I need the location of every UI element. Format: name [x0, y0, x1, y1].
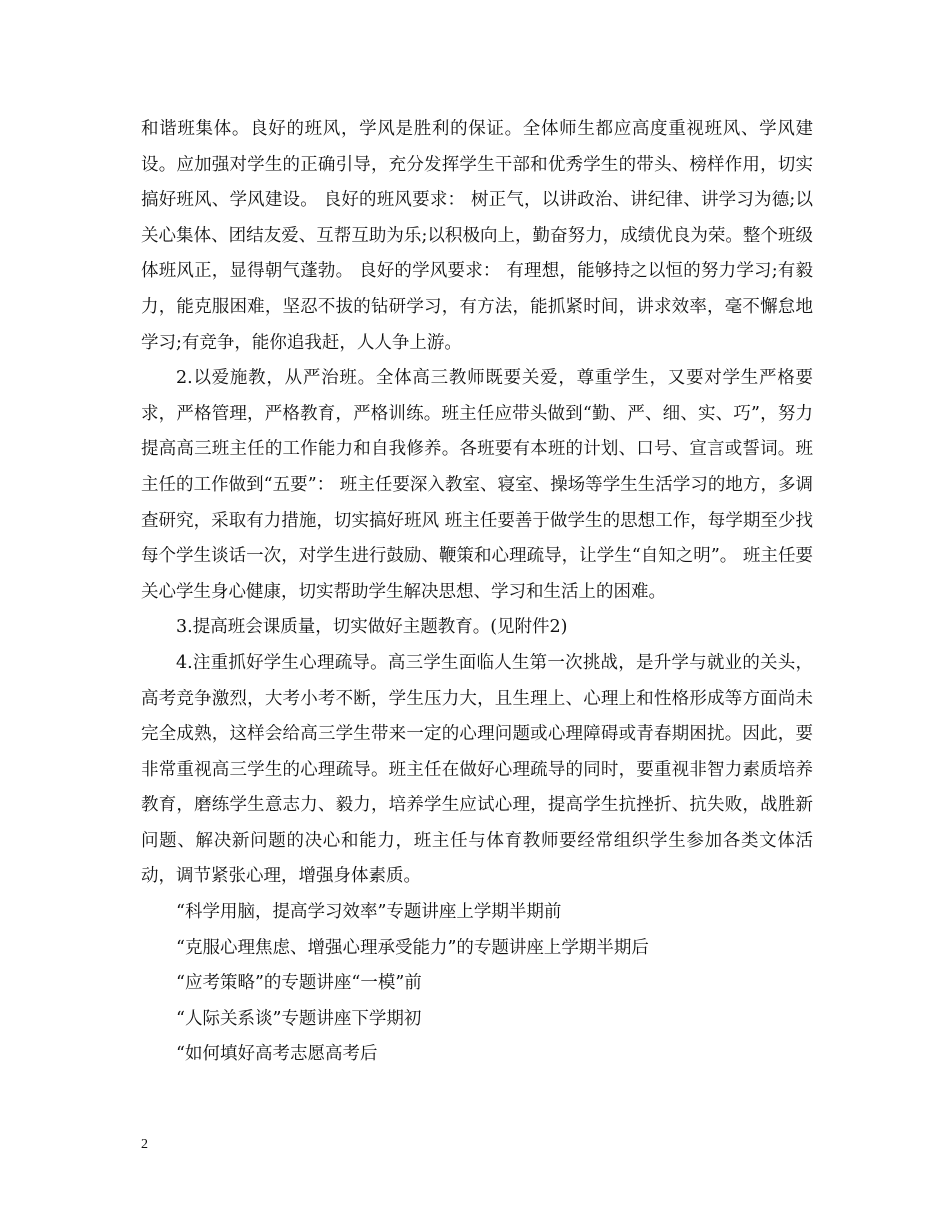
paragraph-psychological-guidance: 4.注重抓好学生心理疏导。高三学生面临人生第一次挑战，是升学与就业的关头，高考竞争激烈，大考小考不断，学生压力大，且生理上、心理上和性格形成等方面尚未完全成熟，这样会给高三学生带来一定的心理问题或心理障碍或青春期困扰。因此，要非常重视高三学生的心理疏导。班主任在做好心理疏导的同时，要重视非智力素质培养教育，磨练学生意志力、毅力，培养学生应试心理，提高学生抗挫折、抗失败，战胜新问题、解决新问题的决心和能力，班主任与体育教师要经常组织学生参加各类文体活动，调节紧张心理，增强身体素质。 [141, 652, 813, 887]
lecture-item: “克服心理焦虑、增强心理承受能力”的专题讲座上学期半期后 [176, 937, 649, 958]
lecture-item: “如何填好高考志愿高考后 [176, 1044, 378, 1065]
page-number: 2 [141, 1137, 148, 1152]
paragraph-teaching-with-love: 2.以爱施教，从严治班。全体高三教师既要关爱，尊重学生，又要对学生严格要求，严格管理，严格教育，严格训练。班主任应带头做到“勤、严、细、实、巧”，努力提高高三班主任的工作能力和自我修养。各班要有本班的计划、口号、宣言或誓词。班主任的工作做到“五要”： 班主任要深入教室、寝室、操场等学生生活学习的地方，多调查研究，采取有力措施，切实搞好班风 班主任要善于做学生的思想工作，每学期至少找每个学生谈话一次，对学生进行鼓励、鞭策和心理疏导，让学生“自知之明”。 班主任要关心学生身心健康，切实帮助学生解决思想、学习和生活上的困难。 [141, 368, 813, 602]
document-body [141, 112, 813, 1073]
lecture-item: “科学用脑，提高学习效率”专题讲座上学期半期前 [176, 902, 562, 923]
lecture-item: “应考策略”的专题讲座“一模”前 [176, 973, 422, 994]
lecture-item: “人际关系谈”专题讲座下学期初 [176, 1008, 422, 1029]
paragraph-class-meeting: 3.提高班会课质量，切实做好主题教育。(见附件2) [176, 617, 568, 638]
paragraph-class-style: 和谐班集体。良好的班风，学风是胜利的保证。全体师生都应高度重视班风、学风建设。应加强对学生的正确引导，充分发挥学生干部和优秀学生的带头、榜样作用，切实搞好班风、学风建设。 良好的班风要求： 树正气，以讲政治、讲纪律、讲学习为德;以关心集体、团结友爱、互帮互助为乐;以积极向上，勤奋努力，成绩优良为荣。整个班级体班风正，显得朝气蓬勃。 良好的学风要求： 有理想，能够持之以恒的努力学习;有毅力，能克服困难，坚忍不拔的钻研学习，有方法，能抓紧时间，讲求效率，毫不懈怠地学习;有竞争，能你追我赶，人人争上游。 [141, 119, 813, 353]
